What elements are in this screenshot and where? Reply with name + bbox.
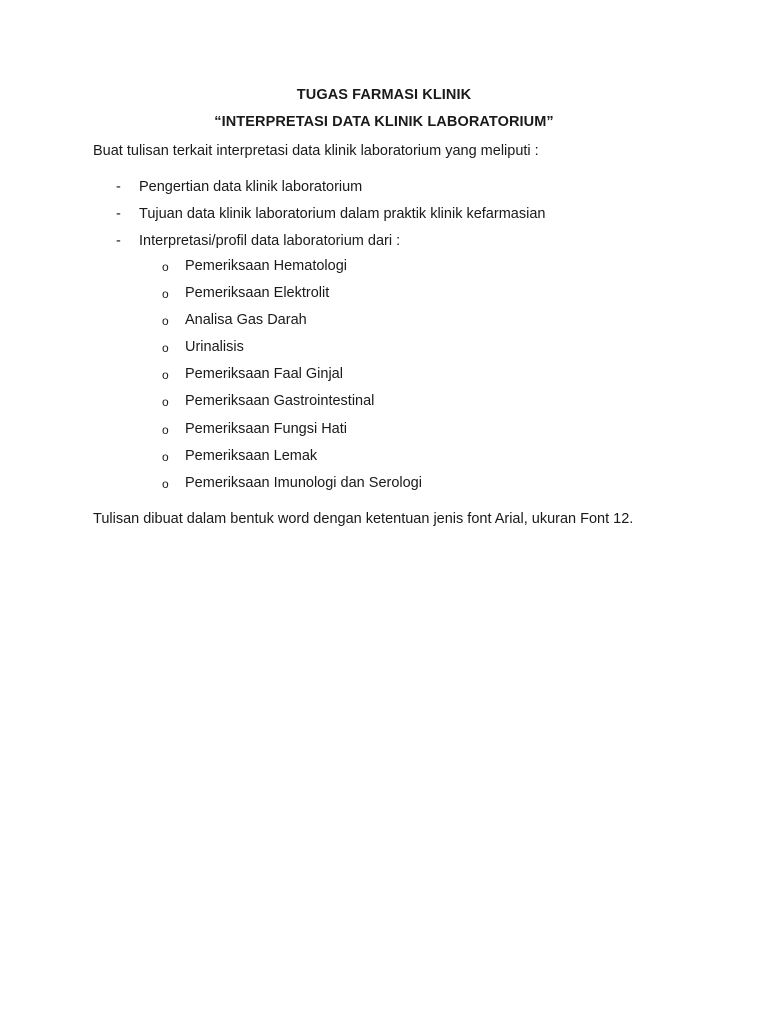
dash-bullet: -: [116, 179, 121, 195]
footer-note: Tulisan dibuat dalam bentuk word dengan ketentuan jenis font Arial, ukuran Font 12.: [93, 511, 634, 527]
document-subtitle: “INTERPRETASI DATA KLINIK LABORATORIUM”: [214, 114, 554, 130]
sub-list-item-text: Pemeriksaan Faal Ginjal: [185, 366, 343, 383]
circle-bullet-icon: o: [162, 368, 169, 383]
circle-bullet-icon: o: [162, 476, 169, 491]
list-item-text: Interpretasi/profil data laboratorium dari :: [139, 233, 401, 249]
circle-bullet-icon: o: [162, 422, 169, 437]
dash-bullet: -: [116, 206, 121, 222]
sub-list-item-text: Pemeriksaan Fungsi Hati: [185, 420, 347, 437]
sub-list-item-text: Pemeriksaan Gastrointestinal: [185, 393, 375, 410]
sub-list-item-text: Pemeriksaan Imunologi dan Serologi: [185, 474, 422, 491]
circle-bullet-icon: o: [162, 449, 169, 464]
circle-bullet-icon: o: [162, 314, 169, 329]
document-title: TUGAS FARMASI KLINIK: [296, 87, 472, 103]
circle-bullet-icon: o: [162, 395, 169, 410]
circle-bullet-icon: o: [162, 287, 169, 302]
sub-list-item-text: Pemeriksaan Elektrolit: [185, 285, 330, 302]
sub-list-item-text: Pemeriksaan Lemak: [185, 447, 318, 464]
sub-list-item-text: Analisa Gas Darah: [185, 312, 307, 329]
intro-paragraph: Buat tulisan terkait interpretasi data klinik laboratorium yang meliputi :: [93, 143, 539, 159]
list-item-text: Pengertian data klinik laboratorium: [139, 179, 363, 195]
circle-bullet-icon: o: [162, 260, 169, 274]
list-item-text: Tujuan data klinik laboratorium dalam praktik klinik kefarmasian: [139, 206, 546, 222]
dash-bullet: -: [116, 233, 121, 249]
sub-list-item-text: Pemeriksaan Hematologi: [185, 258, 347, 274]
sub-list-item-text: Urinalisis: [185, 339, 244, 356]
circle-bullet-icon: o: [162, 341, 169, 356]
